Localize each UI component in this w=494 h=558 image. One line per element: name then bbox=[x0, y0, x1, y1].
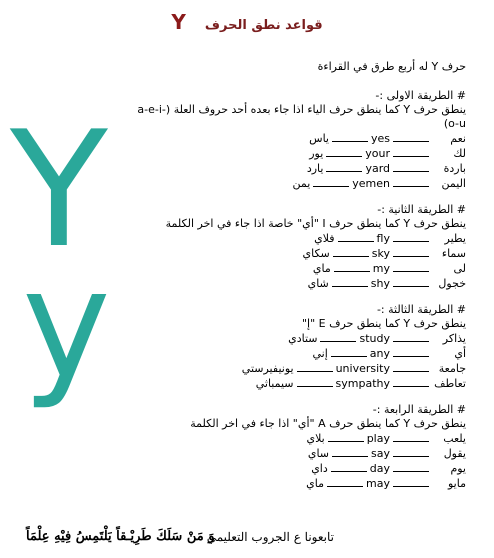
blank-line bbox=[332, 447, 368, 457]
title-text: قواعد نطق الحرف bbox=[204, 18, 323, 33]
transliteration: يونيفيرستي bbox=[241, 362, 294, 375]
word-row bbox=[136, 331, 466, 346]
section-heading: # الطريقة الرابعة :- bbox=[372, 403, 466, 416]
section-4 bbox=[136, 403, 466, 491]
blank-line bbox=[332, 277, 368, 287]
section-2 bbox=[136, 203, 466, 291]
arabic-meaning: يطير bbox=[444, 232, 466, 245]
word-row bbox=[136, 346, 466, 361]
transliteration: فلاي bbox=[314, 232, 335, 245]
english-word: shy bbox=[370, 277, 390, 290]
section-description: ينطق حرف Y كما ينطق حرف A "أي" اذا جاء في اخر الكلمة bbox=[190, 417, 466, 430]
blank-line bbox=[393, 347, 429, 357]
blank-line bbox=[393, 447, 429, 457]
blank-line bbox=[320, 332, 356, 342]
english-word: play bbox=[366, 432, 390, 445]
word-row bbox=[136, 161, 466, 176]
blank-line bbox=[393, 362, 429, 372]
blank-line bbox=[328, 432, 364, 442]
word-row bbox=[136, 461, 466, 476]
english-word: sympathy bbox=[335, 377, 390, 390]
arabic-meaning: يقول bbox=[443, 447, 466, 460]
section-heading: # الطريقة الثانية :- bbox=[377, 203, 466, 216]
transliteration: ماي bbox=[306, 477, 325, 490]
blank-line bbox=[313, 177, 349, 187]
blank-line bbox=[297, 362, 333, 372]
blank-line bbox=[393, 262, 429, 272]
word-row bbox=[136, 261, 466, 276]
blank-line bbox=[393, 132, 429, 142]
blank-line bbox=[393, 147, 429, 157]
word-row bbox=[136, 476, 466, 491]
intro-text: حرف Y له أربع طرق في القراءة bbox=[317, 60, 466, 73]
section-heading: # الطريقة الثالثة :- bbox=[376, 303, 466, 316]
transliteration: يارد bbox=[306, 162, 324, 175]
blank-line bbox=[393, 247, 429, 257]
english-word: day bbox=[369, 462, 390, 475]
transliteration: شاي bbox=[307, 277, 329, 290]
word-row bbox=[136, 231, 466, 246]
word-row bbox=[136, 176, 466, 191]
transliteration: يور bbox=[309, 147, 324, 160]
blank-line bbox=[331, 347, 367, 357]
footer-quote: وَ مَنْ سَلَكَ طَرِيْـقاً يَلْتَمِسُ فِيْهِ عِلْمَاً bbox=[26, 529, 215, 544]
section-description: ينطق حرف Y كما ينطق حرف الياء اذا جاء بعده أحد حروف العلة (a-e-i-o-u) bbox=[137, 103, 466, 130]
blank-line bbox=[332, 132, 368, 142]
blank-line bbox=[393, 462, 429, 472]
section-1 bbox=[136, 89, 466, 191]
transliteration: ماي bbox=[312, 262, 331, 275]
word-row bbox=[136, 276, 466, 291]
arabic-meaning: سماء bbox=[441, 247, 466, 260]
section-heading: # الطريقة الاولى :- bbox=[375, 89, 466, 102]
english-word: study bbox=[359, 332, 390, 345]
english-word: sky bbox=[371, 247, 390, 260]
arabic-meaning: يوم bbox=[450, 462, 466, 475]
arabic-meaning: لك bbox=[453, 147, 466, 160]
word-row bbox=[136, 446, 466, 461]
english-word: yard bbox=[365, 162, 390, 175]
title-letter: Y bbox=[171, 10, 186, 34]
transliteration: ياس bbox=[309, 132, 329, 145]
big-lowercase-y: y bbox=[22, 238, 111, 412]
rules-content bbox=[136, 50, 466, 503]
section-description: ينطق حرف Y كما ينطق حرف E "إ" bbox=[302, 317, 466, 330]
page-title bbox=[0, 10, 494, 34]
word-row bbox=[136, 431, 466, 446]
arabic-meaning: اليمن bbox=[441, 177, 466, 190]
english-word: say bbox=[371, 447, 390, 460]
sections-container bbox=[136, 89, 466, 491]
english-word: yes bbox=[370, 132, 390, 145]
blank-line bbox=[327, 477, 363, 487]
transliteration: سكاي bbox=[302, 247, 330, 260]
blank-line bbox=[326, 147, 362, 157]
blank-line bbox=[393, 162, 429, 172]
arabic-meaning: تعاطف bbox=[434, 377, 466, 390]
english-word: university bbox=[335, 362, 390, 375]
english-word: your bbox=[365, 147, 390, 160]
arabic-meaning: باردة bbox=[443, 162, 466, 175]
english-word: may bbox=[366, 477, 390, 490]
blank-line bbox=[297, 377, 333, 387]
blank-line bbox=[331, 462, 367, 472]
arabic-meaning: لى bbox=[453, 262, 466, 275]
arabic-meaning: أي bbox=[454, 347, 466, 360]
transliteration: إني bbox=[312, 347, 328, 360]
transliteration: ساي bbox=[307, 447, 330, 460]
arabic-meaning: يذاكر bbox=[442, 332, 466, 345]
blank-line bbox=[393, 477, 429, 487]
big-uppercase-y: Y bbox=[10, 96, 108, 283]
word-row bbox=[136, 376, 466, 391]
arabic-meaning: مايو bbox=[448, 477, 466, 490]
footer-follow-text: تابعونا ع الجروب التعليمي bbox=[206, 530, 334, 544]
blank-line bbox=[393, 332, 429, 342]
word-row bbox=[136, 361, 466, 376]
arabic-meaning: نعم bbox=[450, 132, 466, 145]
blank-line bbox=[334, 262, 370, 272]
english-word: any bbox=[369, 347, 390, 360]
transliteration: سيمباثي bbox=[255, 377, 294, 390]
arabic-meaning: يلعب bbox=[443, 432, 466, 445]
transliteration: داي bbox=[311, 462, 328, 475]
arabic-meaning: جامعة bbox=[438, 362, 466, 375]
blank-line bbox=[393, 277, 429, 287]
blank-line bbox=[326, 162, 362, 172]
english-word: yemen bbox=[352, 177, 390, 190]
word-row bbox=[136, 246, 466, 261]
blank-line bbox=[333, 247, 369, 257]
blank-line bbox=[393, 432, 429, 442]
word-row bbox=[136, 131, 466, 146]
blank-line bbox=[338, 232, 374, 242]
transliteration: ستادي bbox=[288, 332, 318, 345]
blank-line bbox=[393, 232, 429, 242]
transliteration: يمن bbox=[292, 177, 311, 190]
blank-line bbox=[393, 377, 429, 387]
transliteration: بلاي bbox=[306, 432, 325, 445]
english-word: my bbox=[372, 262, 390, 275]
arabic-meaning: خجول bbox=[438, 277, 466, 290]
section-3 bbox=[136, 303, 466, 391]
word-row bbox=[136, 146, 466, 161]
blank-line bbox=[393, 177, 429, 187]
english-word: fly bbox=[376, 232, 390, 245]
section-description: ينطق حرف Y كما ينطق حرف I "أي" خاصة اذا جاء في اخر الكلمة bbox=[165, 217, 466, 230]
